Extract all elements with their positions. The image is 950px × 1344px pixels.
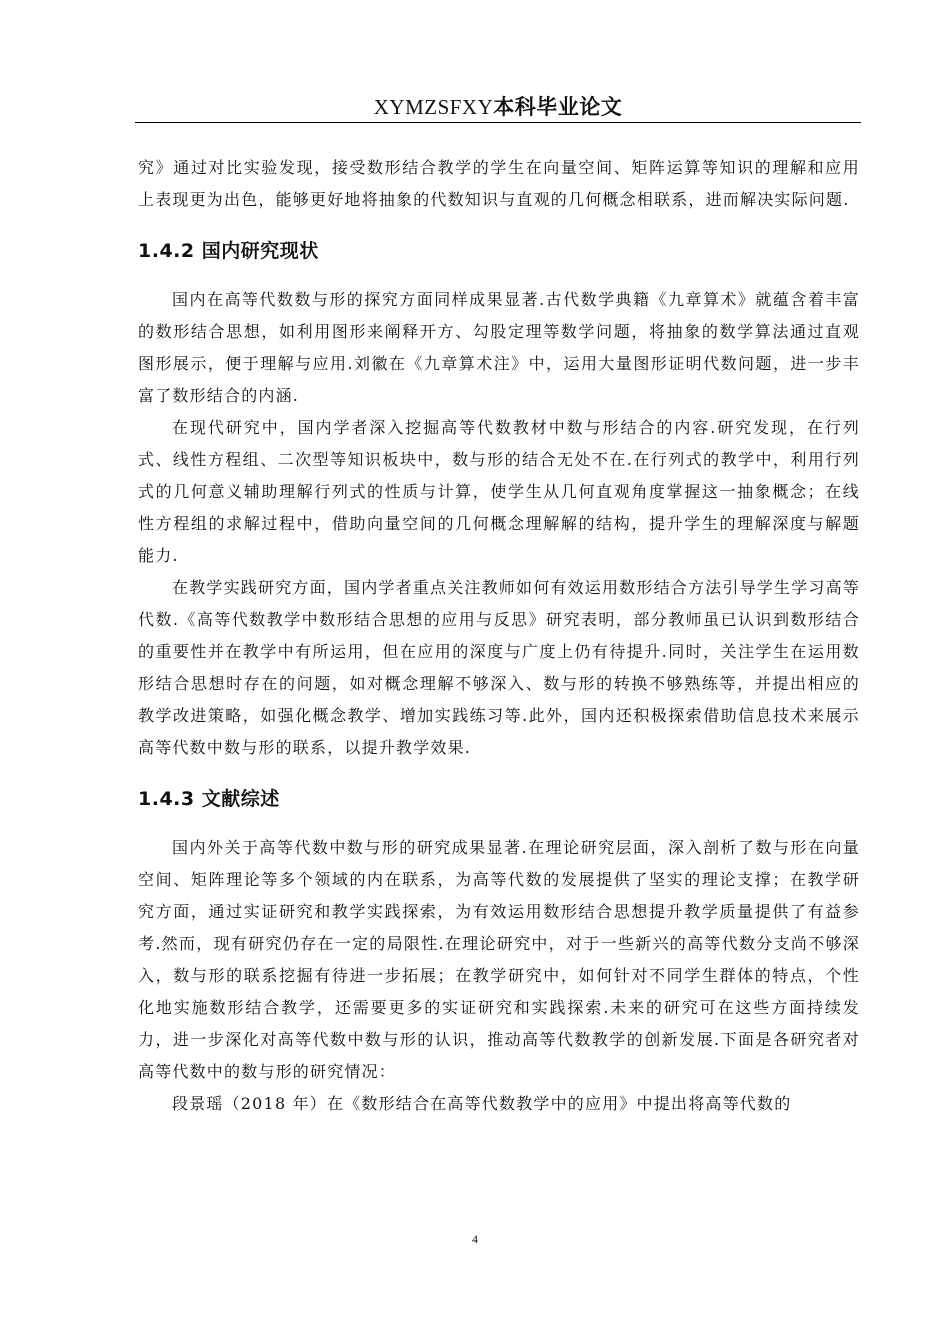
paragraph-intro: 究》通过对比实验发现，接受数形结合教学的学生在向量空间、矩阵运算等知识的理解和应用上表现更为出色，能够更好地将抽象的代数知识与直观的几何概念相联系，进而解决实际问题. (138, 158, 860, 209)
section-heading-domestic-research: 1.4.2 国内研究现状 (138, 240, 319, 262)
header-divider (135, 122, 861, 123)
page-number: 4 (472, 1232, 478, 1246)
paragraph-review-2: 段景瑶（2018 年）在《数形结合在高等代数教学中的应用》中提出将高等代数的 (172, 1094, 792, 1113)
paragraph-domestic-3: 在教学实践研究方面，国内学者重点关注教师如何有效运用数形结合方法引导学生学习高等代数.《高等代数教学中数形结合思想的应用与反思》研究表明，部分教师虽已认识到数形结合的重要性并在教学中有所运用，但在应用的深度与广度上仍有待提升.同时，关注学生在运用数形结合思想时存在的问题，如对概念理解不够深入、数与形的转换不够熟练等，并提出相应的教学改进策略，如强化概念教学、增加实践练习等.此外，国内还积极探索借助信息技术来展示高等代数中数与形的联系，以提升教学效果. (138, 578, 861, 757)
header-thesis-label: 本科毕业论文 (493, 95, 623, 119)
paragraph-domestic-1: 国内在高等代数数与形的探究方面同样成果显著.古代数学典籍《九章算术》就蕴含着丰富的数形结合思想，如利用图形来阐释开方、勾股定理等数学问题，将抽象的数学算法通过直观图形展示，便于理解与应用.刘徽在《九章算术注》中，运用大量图形证明代数问题，进一步丰富了数形结合的内涵. (138, 290, 860, 405)
header-school-code: XYMZSFXY (373, 95, 494, 119)
paragraph-review-1: 国内外关于高等代数中数与形的研究成果显著.在理论研究层面，深入剖析了数与形在向量空间、矩阵理论等多个领域的内在联系，为高等代数的发展提供了坚实的理论支撑；在教学研究方面，通过实证研究和教学实践探索，为有效运用数形结合思想提升教学质量提供了有益参考.然而，现有研究仍存在一定的局限性.在理论研究中，对于一些新兴的高等代数分支尚不够深入，数与形的联系挖掘有待进一步拓展；在教学研究中，如何针对不同学生群体的特点，个性化地实施数形结合教学，还需要更多的实证研究和实践探索.未来的研究可在这些方面持续发力，进一步深化对高等代数中数与形的认识，推动高等代数教学的创新发展.下面是各研究者对高等代数中的数与形的研究情况： (138, 838, 860, 1081)
section-heading-literature-review: 1.4.3 文献综述 (138, 788, 280, 810)
page-header (135, 94, 861, 120)
page-body (138, 152, 860, 1120)
paragraph-domestic-2: 在现代研究中，国内学者深入挖掘高等代数教材中数与形结合的内容.研究发现，在行列式、线性方程组、二次型等知识板块中，数与形的结合无处不在.在行列式的教学中，利用行列式的几何意义辅助理解行列式的性质与计算，使学生从几何直观角度掌握这一抽象概念；在线性方程组的求解过程中，借助向量空间的几何概念理解解的结构，提升学生的理解深度与解题能力. (138, 418, 860, 565)
